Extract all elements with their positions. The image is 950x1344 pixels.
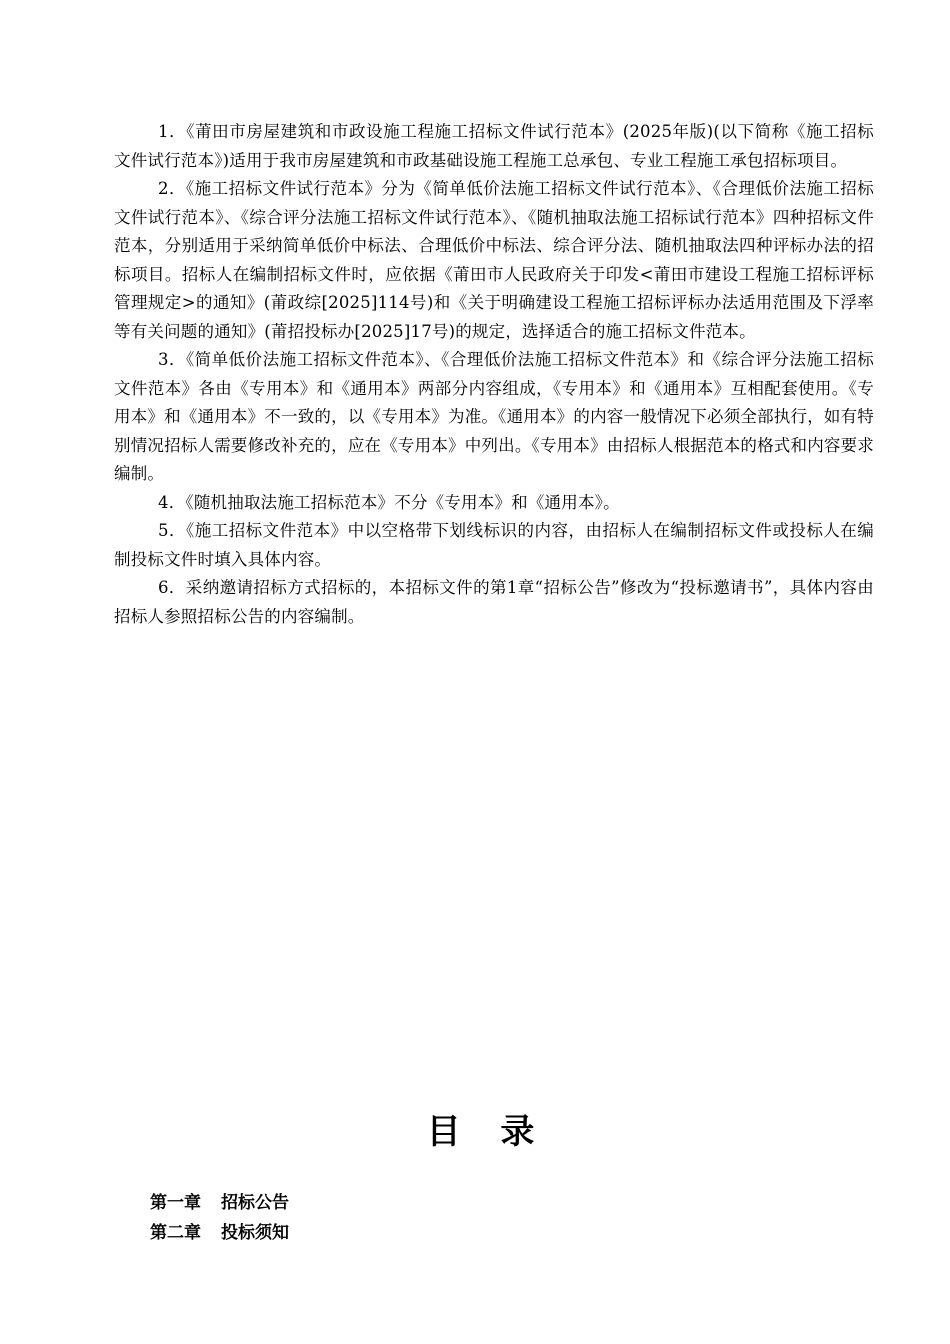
note-paragraph-1: 1．《莆田市房屋建筑和市政设施工程施工招标文件试行范本》(2025年版)(以下简称《施工招标文件试行范本》)适用于我市房屋建筑和市政基础设施工程施工总承包、专业工程施工承包招标项目。 bbox=[114, 122, 874, 170]
toc-title: 目 录 bbox=[426, 1112, 549, 1152]
toc-chapter-label: 投标须知 bbox=[221, 1223, 289, 1243]
note-paragraph-3: 3．《简单低价法施工招标文件范本》、《合理低价法施工招标文件范本》和《综合评分法施工招标文件范本》各由《专用本》和《通用本》两部分内容组成，《专用本》和《通用本》互相配套使用。《专用本》和《通用本》不一致的，以《专用本》为准。《通用本》的内容一般情况下必须全部执行，如有特别情况招标人需要修改补充的，应在《专用本》中列出。《专用本》由招标人根据范本的格式和内容要求编制。 bbox=[114, 350, 874, 483]
note-paragraph-4: 4．《随机抽取法施工招标范本》不分《专用本》和《通用本》。 bbox=[158, 492, 620, 512]
toc-chapter-label: 招标公告 bbox=[221, 1193, 289, 1213]
toc-item-chapter-2[interactable] bbox=[150, 1218, 289, 1248]
note-paragraph-2: 2．《施工招标文件试行范本》分为《简单低价法施工招标文件试行范本》、《合理低价法施工招标文件试行范本》、《综合评分法施工招标文件试行范本》、《随机抽取法施工招标试行范本》四种招标文件范本，分别适用于采纳简单低价中标法、合理低价中标法、综合评分法、随机抽取法四种评标办法的招标项目。招标人在编制招标文件时，应依据《莆田市人民政府关于印发<莆田市建设工程施工招标评标管理规定>的通知》(莆政综[2025]114号)和《关于明确建设工程施工招标评标办法适用范围及下浮率等有关问题的通知》(莆招投标办[2025]17号)的规定，选择适合的施工招标文件范本。 bbox=[114, 179, 874, 341]
toc-list bbox=[150, 1188, 289, 1248]
usage-notes bbox=[114, 118, 874, 631]
toc-item-chapter-1[interactable] bbox=[150, 1188, 289, 1218]
toc-chapter-number: 第二章 bbox=[150, 1223, 201, 1243]
note-paragraph-6: 6．采纳邀请招标方式招标的，本招标文件的第1章“招标公告”修改为“投标邀请书”，具体内容由招标人参照招标公告的内容编制。 bbox=[114, 578, 874, 626]
note-paragraph-5: 5．《施工招标文件范本》中以空格带下划线标识的内容，由招标人在编制招标文件或投标人在编制投标文件时填入具体内容。 bbox=[114, 521, 874, 569]
toc-chapter-number: 第一章 bbox=[150, 1193, 201, 1213]
